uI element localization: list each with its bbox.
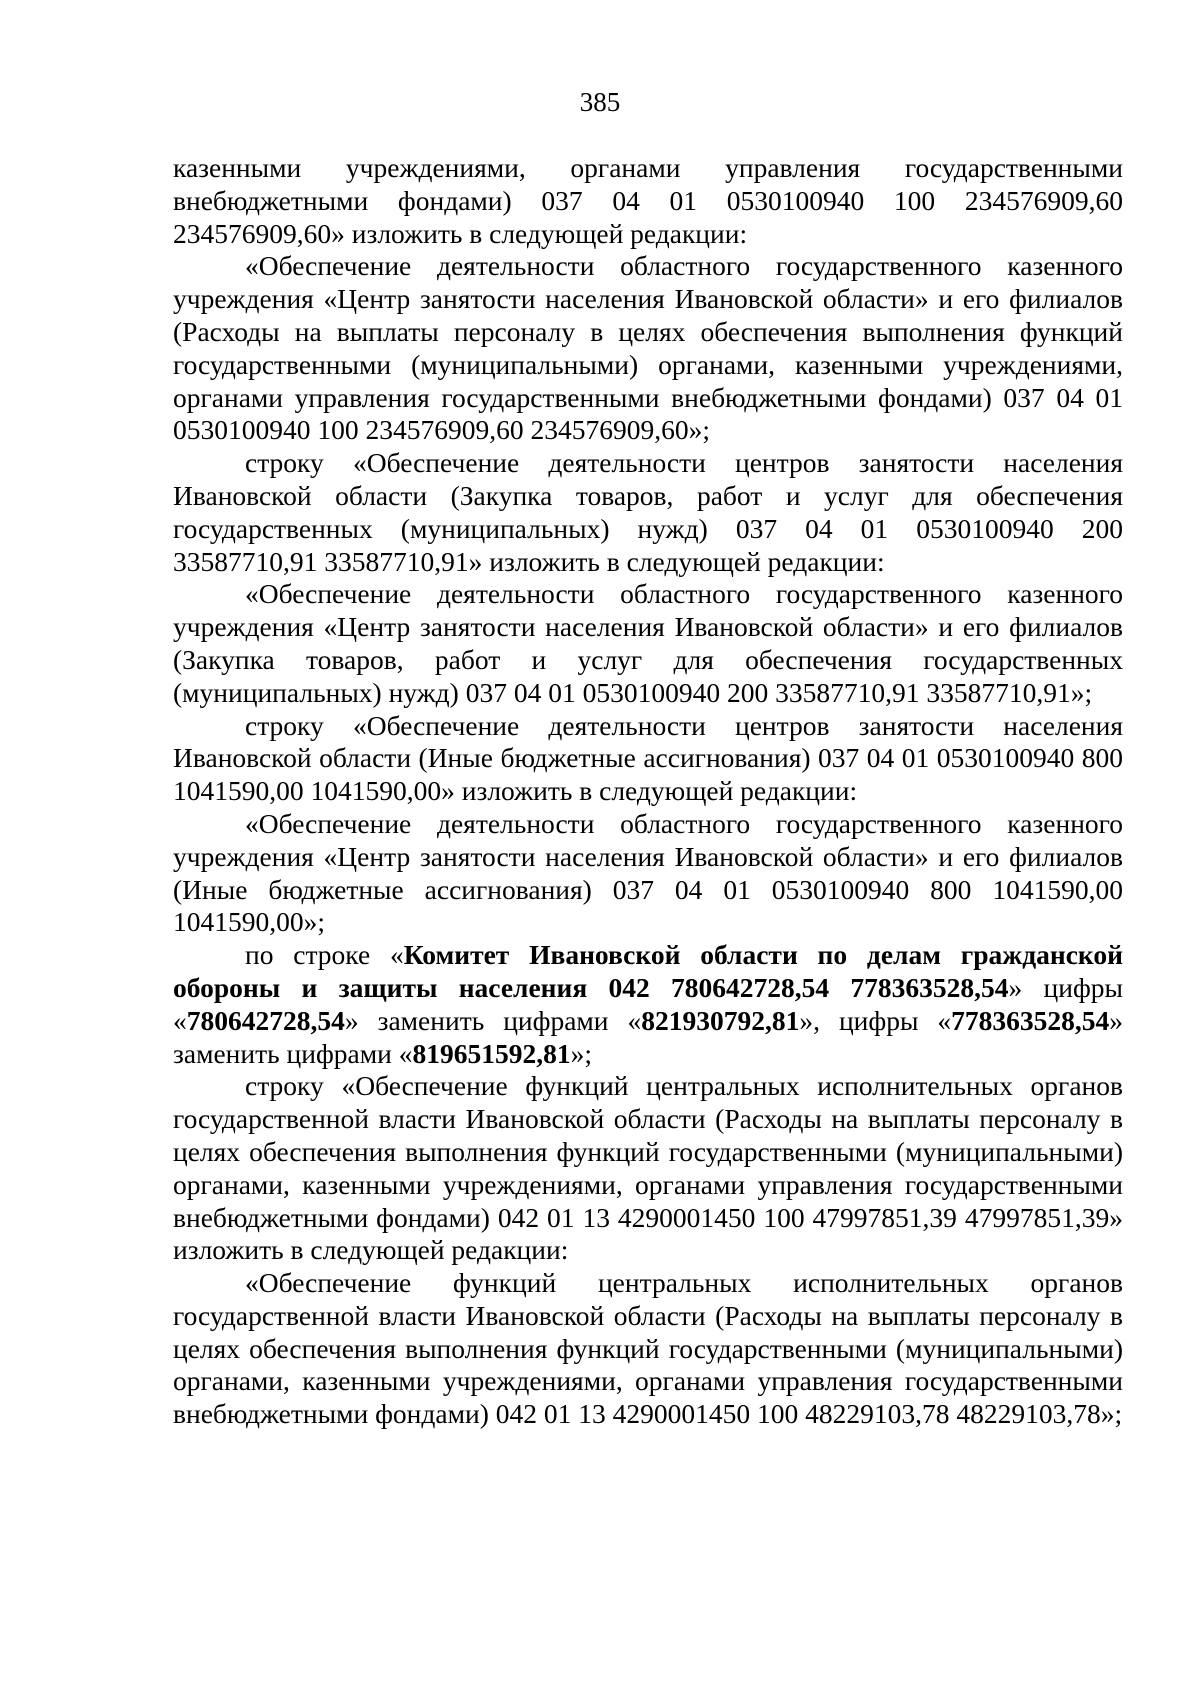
paragraph	[173, 939, 1123, 1070]
text-run: » заменить цифрами «	[173, 1004, 1123, 1069]
paragraph	[173, 152, 1123, 250]
bold-text-run: 821930792,81	[641, 1004, 800, 1036]
text-run: «Обеспечение деятельности областного государственного казенного учреждения «Центр занятости населения Ивановской области» и его филиалов (Расходы на выплаты персоналу в целях обеспечения выполнения функций государственными (муниципальными) органами, казенными учреждениями, органами управления государственными внебюджетными фондами) 037 04 01 0530100940 100 234576909,60 234576909,60»;	[173, 250, 1123, 446]
text-run: » цифры «	[173, 971, 1123, 1036]
paragraph	[173, 1070, 1123, 1267]
paragraph	[173, 1267, 1123, 1431]
bold-text-run: 778363528,54	[951, 1004, 1110, 1036]
text-run: », цифры «	[799, 1004, 952, 1036]
bold-text-run: 780642728,54	[186, 1004, 345, 1036]
text-run: строку «Обеспечение функций центральных исполнительных органов государственной власти Ивановской области (Расходы на выплаты персоналу в целях обеспечения выполнения функций государственными (муниципальными) органами, казенными учреждениями, органами управления государственными внебюджетными фондами) 042 01 13 4290001450 100 47997851,39 47997851,39» изложить в следующей редакции:	[173, 1070, 1123, 1266]
text-run: «Обеспечение деятельности областного государственного казенного учреждения «Центр занятости населения Ивановской области» и его филиалов (Иные бюджетные ассигнования) 037 04 01 0530100940 800 1041590,00 1041590,00»;	[173, 807, 1123, 938]
paragraph	[173, 578, 1123, 709]
paragraph	[173, 447, 1123, 578]
page-number: 385	[579, 87, 621, 117]
text-run: «Обеспечение функций центральных исполнительных органов государственной власти Ивановской области (Расходы на выплаты персоналу в целях обеспечения выполнения функций государственными (муниципальными) органами, казенными учреждениями, органами управления государственными внебюджетными фондами) 042 01 13 4290001450 100 48229103,78 48229103,78»;	[173, 1267, 1123, 1430]
text-run: »;	[570, 1037, 593, 1069]
bold-text-run: Комитет Ивановской области по делам гражданской обороны и защиты населения 042 780642728,54 778363528,54	[173, 939, 1123, 1003]
paragraph	[173, 710, 1123, 808]
text-run: по строке «	[245, 939, 404, 971]
text-run: строку «Обеспечение деятельности центров занятости населения Ивановской области (Закупка товаров, работ и услуг для обеспечения государственных (муниципальных) нужд) 037 04 01 0530100940 200 33587710,91 33587710,91» изложить в следующей редакции:	[173, 447, 1123, 577]
text-run: » заменить цифрами «	[344, 1004, 642, 1036]
text-run: «Обеспечение деятельности областного государственного казенного учреждения «Центр занятости населения Ивановской области» и его филиалов (Закупка товаров, работ и услуг для обеспечения государственных (муниципальных) нужд) 037 04 01 0530100940 200 33587710,91 33587710,91»;	[173, 578, 1123, 708]
text-run: казенными учреждениями, органами управления государственными внебюджетными фондами) 037 04 01 0530100940 100 234576909,60 234576909,60» изложить в следующей редакции:	[173, 152, 1123, 249]
bold-text-run: 819651592,81	[412, 1037, 571, 1069]
document-body	[173, 152, 1123, 1431]
paragraph	[173, 250, 1123, 447]
paragraph	[173, 808, 1123, 939]
text-run: строку «Обеспечение деятельности центров занятости населения Ивановской области (Иные бюджетные ассигнования) 037 04 01 0530100940 800 1041590,00 1041590,00» изложить в следующей редакции:	[173, 709, 1123, 807]
